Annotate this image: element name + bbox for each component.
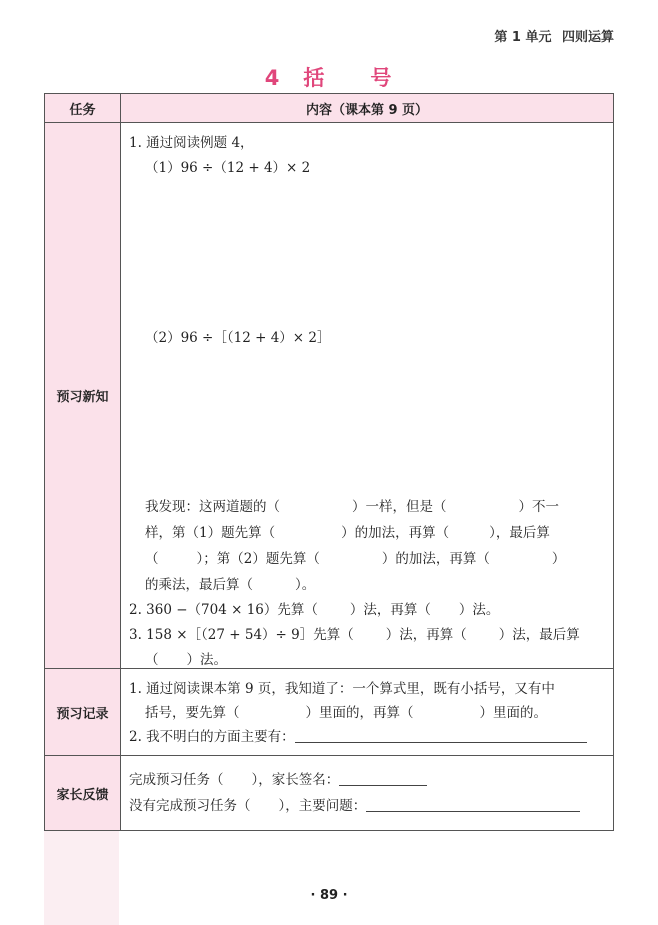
lesson-number: 4 <box>264 66 282 90</box>
q1-expression-1: （1）96 ÷（12 + 4）× 2 <box>145 160 311 176</box>
feedback-line-1: 完成预习任务（ ），家长签名： <box>129 770 605 790</box>
feedback-label: 家长反馈 <box>45 756 121 831</box>
page-number: · 89 · <box>310 888 348 903</box>
lesson-title <box>0 62 658 92</box>
lesson-title-char-2: 号 <box>370 66 394 90</box>
unclear-points-input[interactable] <box>295 728 587 743</box>
feedback-row <box>45 756 614 831</box>
record-label: 预习记录 <box>45 669 121 756</box>
record-content <box>121 669 614 756</box>
worksheet-table <box>44 93 614 831</box>
record-line-1: 1. 通过阅读课本第 9 页，我知道了：一个算式里，既有小括号，又有中 <box>129 681 555 697</box>
record-row <box>45 669 614 756</box>
q3-line-2: （ ）法。 <box>145 652 227 668</box>
record-line-2: 括号，要先算（ ）里面的，再算（ ）里面的。 <box>145 705 547 721</box>
discovery-line-4: 的乘法，最后算（ ）。 <box>145 577 316 593</box>
discovery-line-1: 我发现：这两道题的（ ）一样，但是（ ）不一 <box>145 499 559 515</box>
unit-number: 第 1 单元 <box>494 30 552 45</box>
feedback-content <box>121 756 614 831</box>
q1-intro: 1. 通过阅读例题 4， <box>129 135 254 151</box>
discovery-line-3: （ ）；第（2）题先算（ ）的加法，再算（ ） <box>145 551 566 567</box>
preview-content <box>121 123 614 669</box>
preview-row <box>45 123 614 669</box>
q2-line: 2. 360 −（704 × 16）先算（ ）法，再算（ ）法。 <box>129 602 500 618</box>
parent-signature-field[interactable] <box>339 771 427 786</box>
lesson-title-char-1: 括 <box>303 66 327 90</box>
margin-strip <box>44 830 119 925</box>
table-header-row <box>45 94 614 123</box>
main-problem-field[interactable] <box>366 797 580 812</box>
q1-expression-2: （2）96 ÷［（12 + 4）× 2］ <box>145 330 331 346</box>
header-content: 内容（课本第 9 页） <box>121 94 614 123</box>
unit-title: 四则运算 <box>561 30 614 45</box>
q3-line-1: 3. 158 ×［（27 + 54）÷ 9］先算（ ）法，再算（ ）法，最后算 <box>129 627 580 643</box>
unit-header <box>488 26 614 45</box>
record-line-3: 2. 我不明白的方面主要有： <box>129 727 605 747</box>
header-task: 任务 <box>45 94 121 123</box>
feedback-line-2: 没有完成预习任务（ ），主要问题： <box>129 796 605 816</box>
discovery-line-2: 样，第（1）题先算（ ）的加法，再算（ ），最后算 <box>145 525 550 541</box>
preview-label: 预习新知 <box>45 123 121 669</box>
